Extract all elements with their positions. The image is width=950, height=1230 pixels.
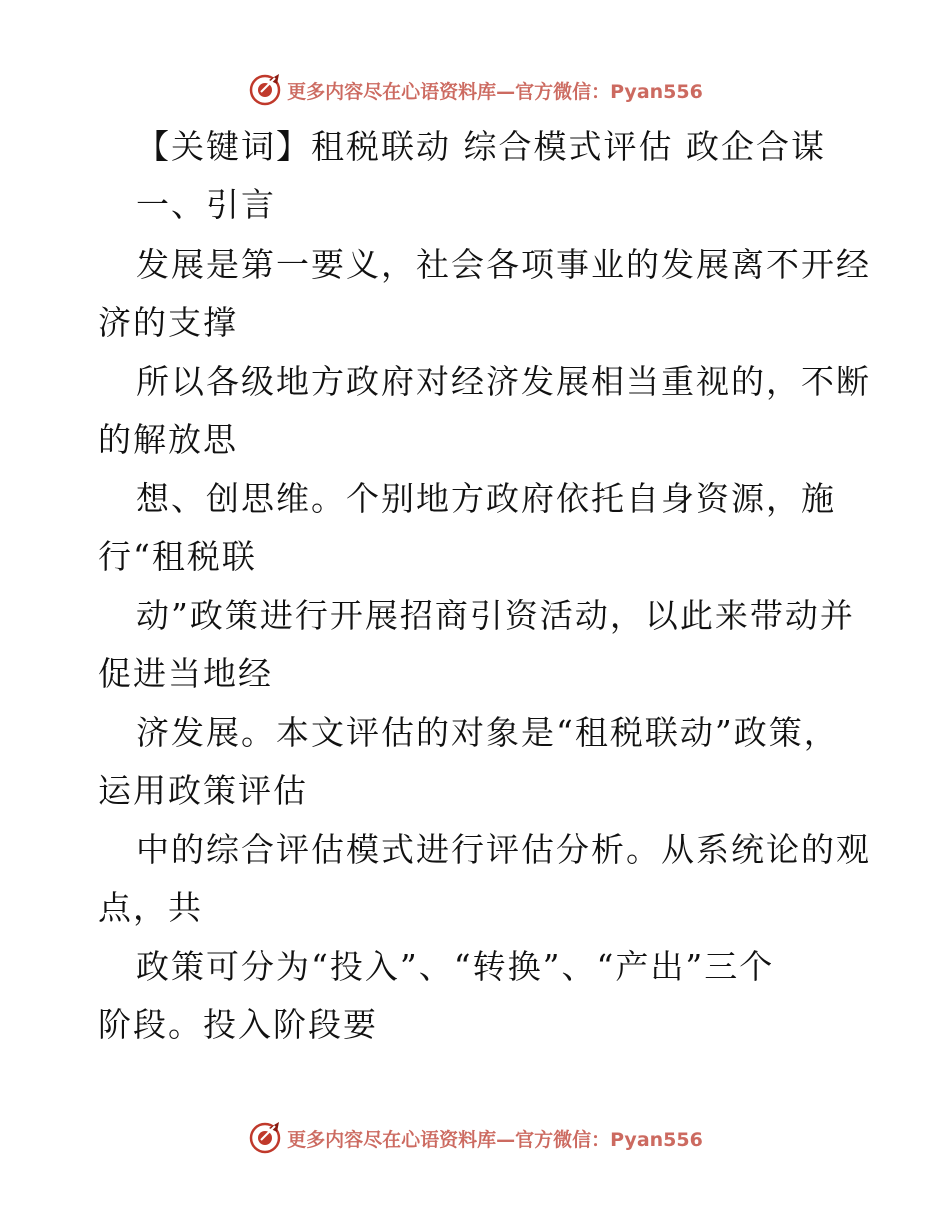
footer-banner: [0, 1118, 950, 1158]
paragraph-line: 阶段。投入阶段要: [98, 1005, 378, 1044]
section-title: 一、引言: [136, 185, 276, 224]
brand-logo-icon: [247, 72, 283, 108]
paragraph-line: 所以各级地方政府对经济发展相当重视的，不断: [136, 362, 871, 401]
footer-banner-inner: [247, 1120, 703, 1156]
paragraph-line: 发展是第一要义，社会各项事业的发展离不开经: [136, 245, 871, 284]
paragraph-line: 运用政策评估: [98, 771, 308, 810]
brand-logo-icon: [247, 1120, 283, 1156]
paragraph-line: 点，共: [98, 888, 203, 927]
paragraph-line: 促进当地经: [98, 654, 273, 693]
header-banner: [0, 70, 950, 110]
footer-banner-text: 更多内容尽在心语资料库—官方微信：Pyan556: [287, 1128, 703, 1151]
paragraph-line: 中的综合评估模式进行评估分析。从系统论的观: [136, 830, 871, 869]
paragraph-line: 济发展。本文评估的对象是“租税联动”政策，: [136, 713, 839, 752]
paragraph-line: 行“租税联: [98, 537, 257, 576]
paragraph-line: 动”政策进行开展招商引资活动，以此来带动并: [136, 596, 855, 635]
paragraph-line: 想、创思维。个别地方政府依托自身资源，施: [136, 479, 836, 518]
paragraph-line: 济的支撑: [98, 303, 238, 342]
header-banner-inner: [247, 72, 703, 108]
header-banner-text: 更多内容尽在心语资料库—官方微信：Pyan556: [287, 80, 703, 103]
keywords-line: 【关键词】租税联动 综合模式评估 政企合谋: [136, 127, 826, 166]
paragraph-line: 的解放思: [98, 420, 238, 459]
paragraph-line: 政策可分为“投入”、“转换”、“产出”三个: [136, 947, 775, 986]
